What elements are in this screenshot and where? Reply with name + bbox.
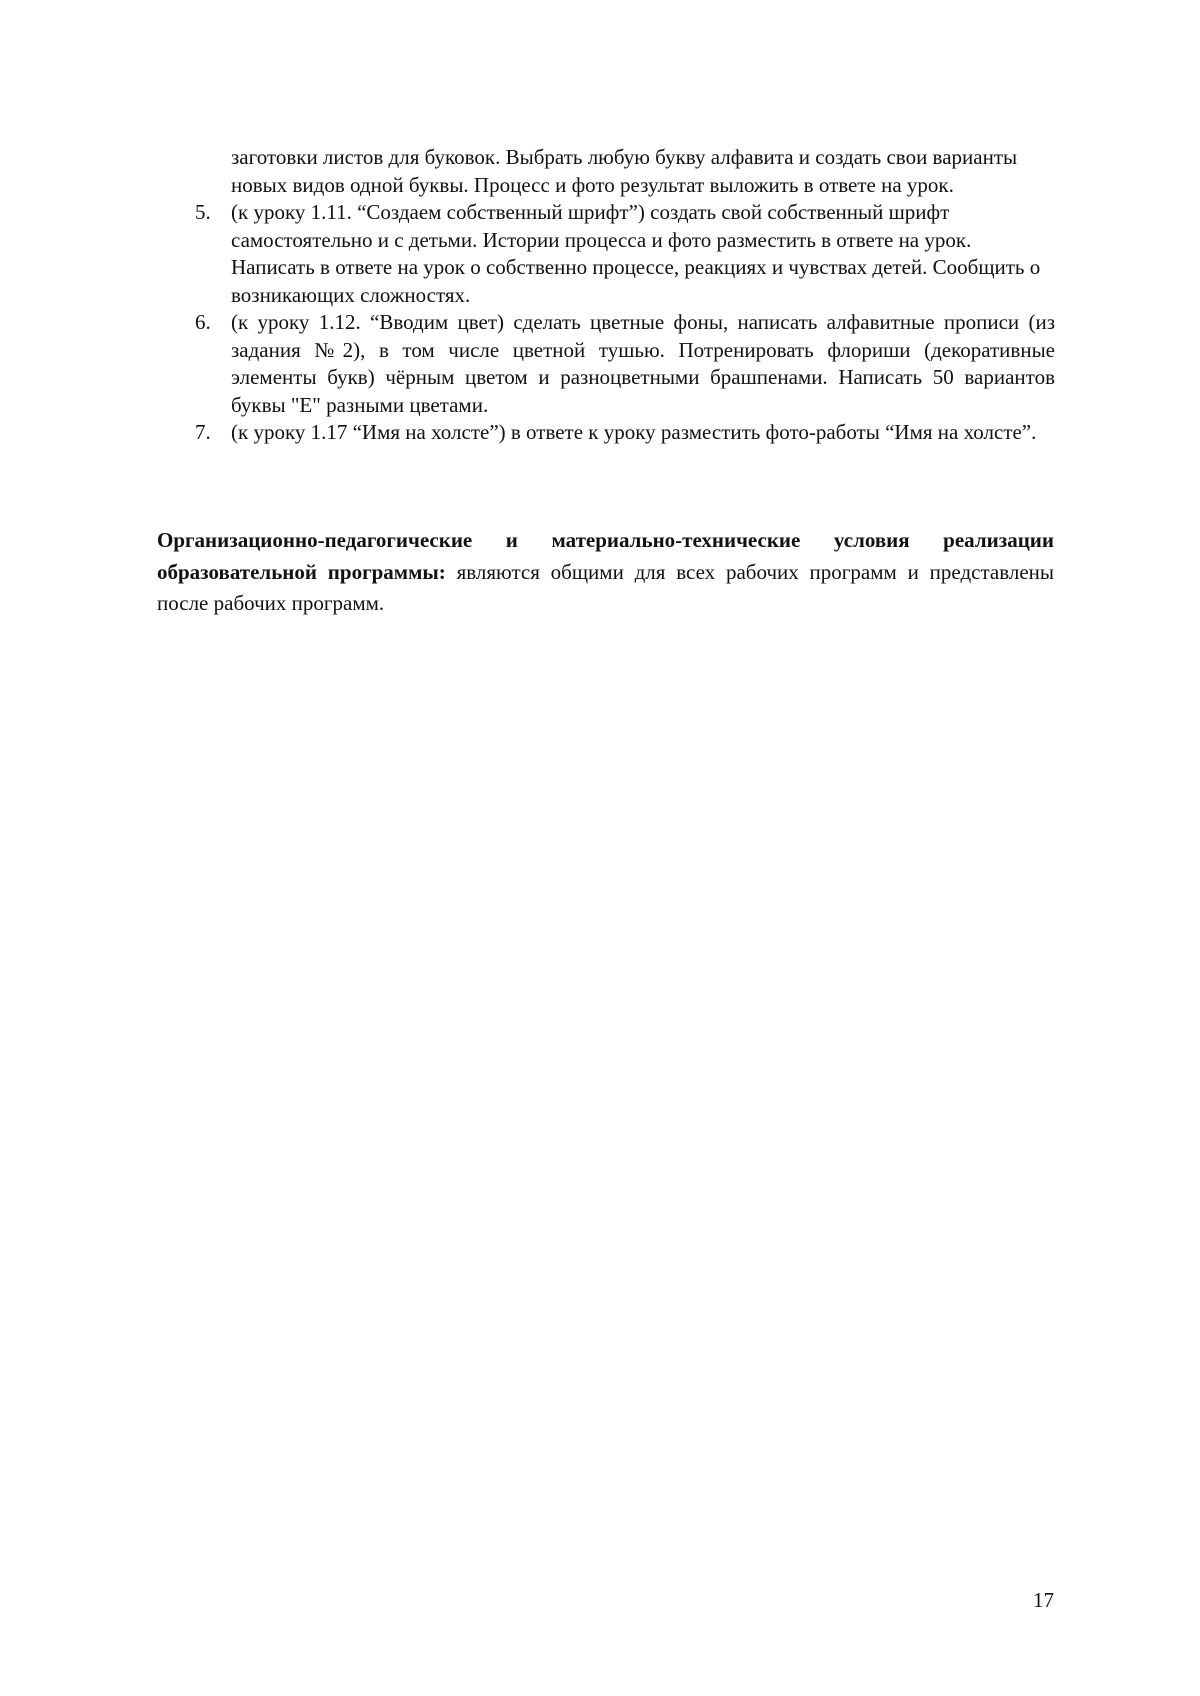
- list-item-number: 7.: [195, 420, 211, 444]
- list-item-text: (к уроку 1.11. “Создаем собственный шрифт”) создать свой собственный шрифт самостоятельно и с детьми. Истории процесса и фото разместить в ответе на урок. Написать в ответе на урок о собственно процессе, реакциях и чувствах детей. Сообщить о возникающих сложностях.: [231, 200, 1041, 307]
- list-item-text: заготовки листов для буковок. Выбрать любую букву алфавита и создать свои варианты новых видов одной буквы. Процесс и фото результат выложить в ответе на урок.: [231, 145, 1018, 197]
- page-number: 17: [1033, 1588, 1054, 1612]
- list-item-continuation: [195, 144, 1055, 199]
- list-item-number: 5.: [195, 200, 211, 224]
- list-item-6: [195, 309, 1055, 419]
- list-item-number: 6.: [195, 310, 211, 334]
- conditions-text: являются общими для всех рабочих программ и представлены после рабочих программ.: [157, 559, 1054, 615]
- conditions-heading: Организационно-педагогические и материально-технические условия реализации образовательной программы:: [157, 528, 1054, 584]
- list-item-text: (к уроку 1.12. “Вводим цвет) сделать цветные фоны, написать алфавитные прописи (из задания №2), в том числе цветной тушью. Потренировать флориши (декоративные элементы букв) чёрным цветом и разноцветными брашпенами. Написать 50 вариантов буквы "Е" разными цветами.: [231, 310, 1055, 417]
- list-item-7: [195, 419, 1055, 447]
- list-item-5: [195, 199, 1055, 309]
- list-item-text: (к уроку 1.17 “Имя на холсте”) в ответе к уроку разместить фото-работы “Имя на холсте”.: [231, 420, 1037, 444]
- conditions-paragraph: [157, 525, 1054, 620]
- assignment-list: [195, 144, 1055, 447]
